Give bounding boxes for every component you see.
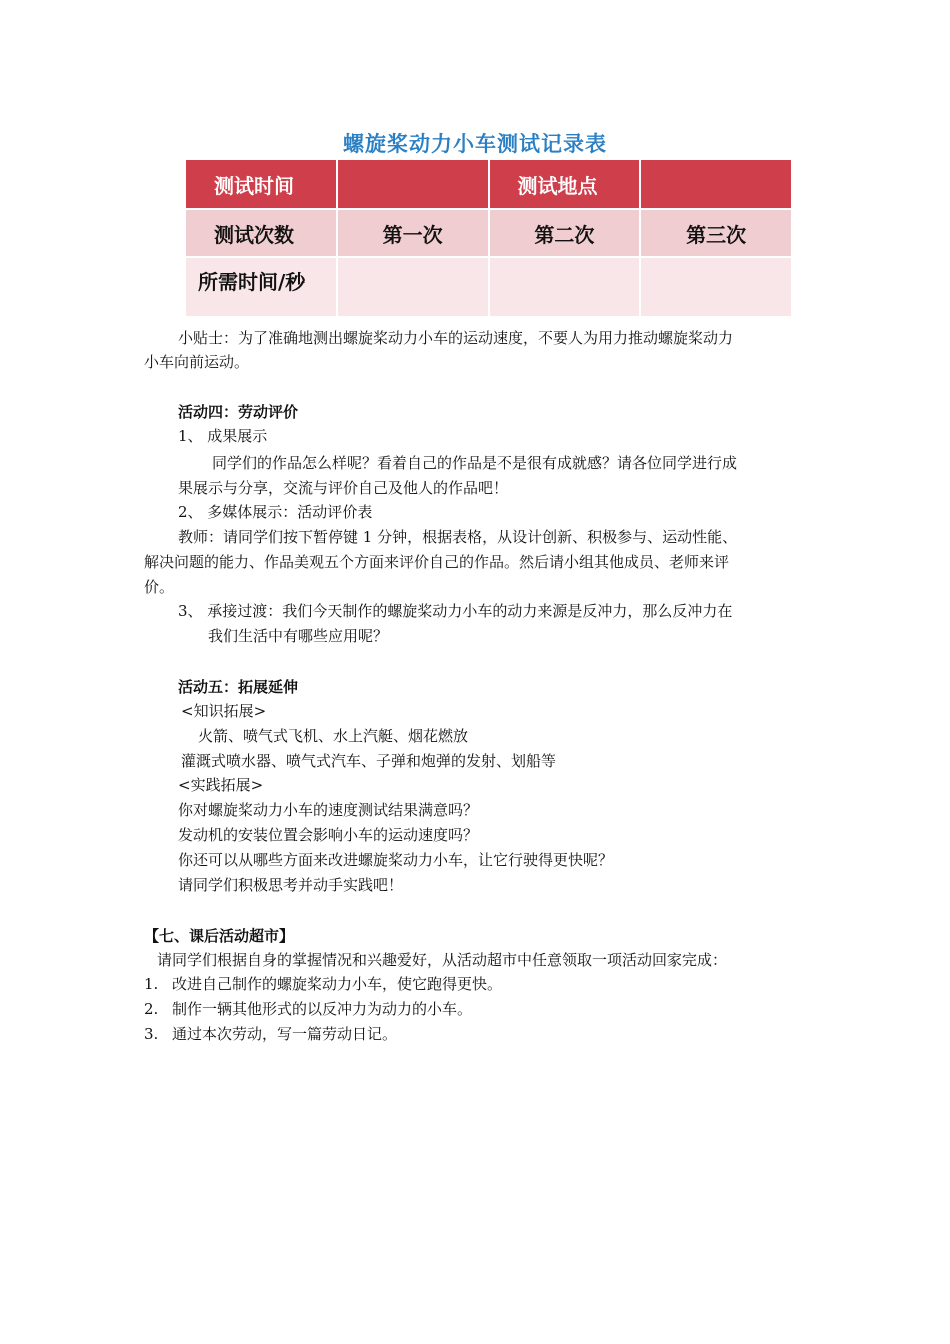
list-item: 改进自己制作的螺旋桨动力小车，使它跑得更快。	[172, 975, 503, 993]
practice-label: <实践拓展>	[178, 776, 264, 794]
list-item: 1、 成果展示	[178, 427, 268, 445]
paragraph-line: 你还可以从哪些方面来改进螺旋桨动力小车，让它行驶得更快呢？	[178, 851, 614, 869]
table-cell	[489, 257, 641, 317]
test-record-table	[184, 158, 793, 318]
table-cell: 测试次数	[185, 209, 337, 257]
paragraph-line: 解决问题的能力、作品美观五个方面来评价自己的作品。然后请小组其他成员、老师来评	[144, 553, 730, 571]
paragraph-line: 发动机的安装位置会影响小车的运动速度吗？	[178, 826, 479, 844]
activity5-heading: 活动五：拓展延伸	[178, 678, 299, 696]
paragraph-line: 同学们的作品怎么样呢？看着自己的作品是不是很有成就感？请各位同学进行成	[212, 454, 738, 472]
table-cell: 第一次	[337, 209, 489, 257]
table-cell: 测试地点	[489, 159, 641, 209]
table-cell	[640, 159, 792, 209]
paragraph-line: 我们生活中有哪些应用呢？	[208, 627, 389, 645]
tip-line: 小贴士：为了准确地测出螺旋桨动力小车的运动速度，不要人为用力推动螺旋桨动力	[178, 329, 734, 347]
table-cell	[640, 257, 792, 317]
table-row	[185, 209, 792, 257]
list-item: 2、 多媒体展示：活动评价表	[178, 503, 373, 521]
list-item-number: 2.	[144, 1000, 159, 1018]
paragraph-line: 火箭、喷气式飞机、水上汽艇、烟花燃放	[198, 727, 469, 745]
page-title: 螺旋桨动力小车测试记录表	[343, 132, 607, 156]
paragraph-line: 价。	[144, 578, 175, 596]
table-row	[185, 159, 792, 209]
paragraph-line: 请同学们积极思考并动手实践吧！	[178, 876, 404, 894]
paragraph-line: 请同学们根据自身的掌握情况和兴趣爱好，从活动超市中任意领取一项活动回家完成：	[157, 951, 728, 969]
table-cell	[337, 159, 489, 209]
paragraph-line: 果展示与分享，交流与评价自己及他人的作品吧！	[178, 479, 509, 497]
list-item-number: 3.	[144, 1025, 159, 1043]
list-item: 通过本次劳动，写一篇劳动日记。	[172, 1025, 398, 1043]
table-cell: 测试时间	[185, 159, 337, 209]
paragraph-line: 灌溉式喷水器、喷气式汽车、子弹和炮弹的发射、划船等	[181, 752, 557, 770]
table-cell	[337, 257, 489, 317]
paragraph-line: 你对螺旋桨动力小车的速度测试结果满意吗？	[178, 801, 479, 819]
list-item-number: 1.	[144, 975, 159, 993]
knowledge-label: <知识拓展>	[181, 702, 267, 720]
list-item: 制作一辆其他形式的以反冲力为动力的小车。	[172, 1000, 473, 1018]
section7-heading: 【七、课后活动超市】	[144, 927, 295, 945]
activity4-heading: 活动四：劳动评价	[178, 403, 299, 421]
table-cell: 第三次	[640, 209, 792, 257]
tip-line: 小车向前运动。	[144, 353, 250, 371]
table-row	[185, 257, 792, 317]
list-item: 3、 承接过渡：我们今天制作的螺旋桨动力小车的动力来源是反冲力，那么反冲力在	[178, 602, 733, 620]
table-cell: 第二次	[489, 209, 641, 257]
table-cell: 所需时间/秒	[185, 257, 337, 317]
paragraph-line: 教师：请同学们按下暂停键 1 分钟，根据表格，从设计创新、积极参与、运动性能、	[178, 528, 738, 546]
